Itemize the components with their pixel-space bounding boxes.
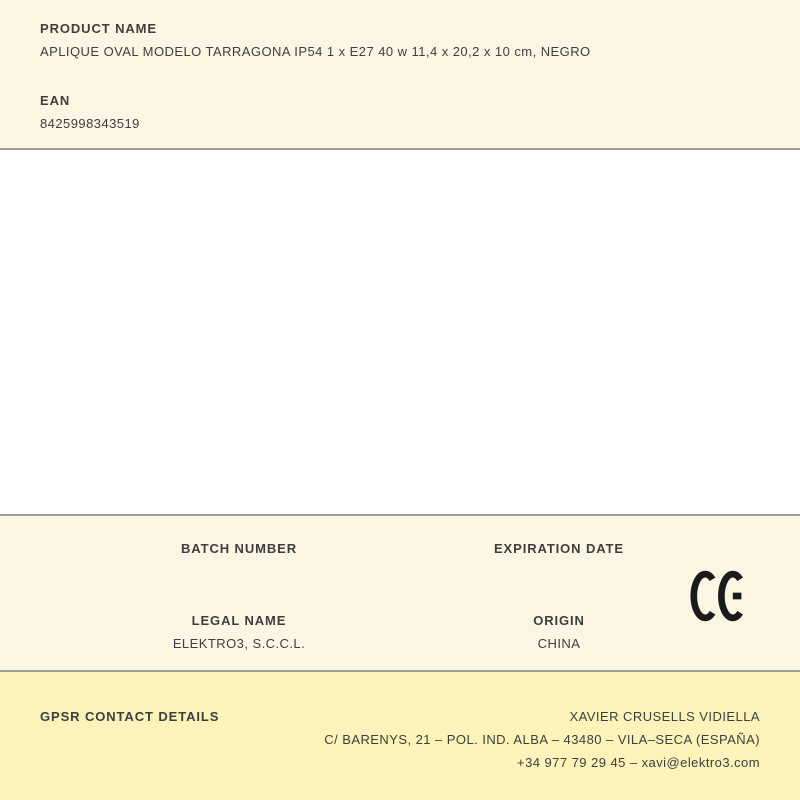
origin-value: CHINA: [537, 636, 581, 651]
details-section: [0, 516, 800, 670]
contact-phone-email: +34 977 79 29 45 – xavi@elektro3.com: [517, 755, 760, 770]
product-image-area: [0, 150, 800, 514]
product-name-value: APLIQUE OVAL MODELO TARRAGONA IP54 1 x E27 40 w 11,4 x 20,2 x 10 cm, NEGRO: [40, 44, 591, 59]
contact-address: C/ BARENYS, 21 – POL. IND. ALBA – 43480 – VILA–SECA (ESPAÑA): [324, 732, 760, 747]
legal-name-label: LEGAL NAME: [191, 613, 287, 628]
contact-person-name: XAVIER CRUSELLS VIDIELLA: [569, 709, 760, 724]
details-row-1: [79, 541, 719, 557]
gpsr-contact-section: [0, 672, 800, 800]
expiration-date-block: [399, 541, 719, 557]
product-info-section: [0, 0, 800, 148]
ean-label: EAN: [40, 93, 71, 108]
ce-mark-icon: [690, 570, 749, 622]
origin-block: [399, 613, 719, 652]
details-row-2: [79, 613, 719, 652]
product-name-label: PRODUCT NAME: [40, 21, 157, 36]
expiration-date-label: EXPIRATION DATE: [493, 541, 625, 556]
batch-number-block: [79, 541, 399, 557]
ean-value: 8425998343519: [40, 116, 140, 131]
legal-name-block: [79, 613, 399, 652]
gpsr-contact-label: GPSR CONTACT DETAILS: [40, 709, 220, 724]
gpsr-contact-info: [324, 705, 760, 774]
batch-number-label: BATCH NUMBER: [181, 541, 297, 556]
origin-label: ORIGIN: [533, 613, 585, 628]
legal-name-value: ELEKTRO3, S.C.C.L.: [172, 636, 306, 651]
